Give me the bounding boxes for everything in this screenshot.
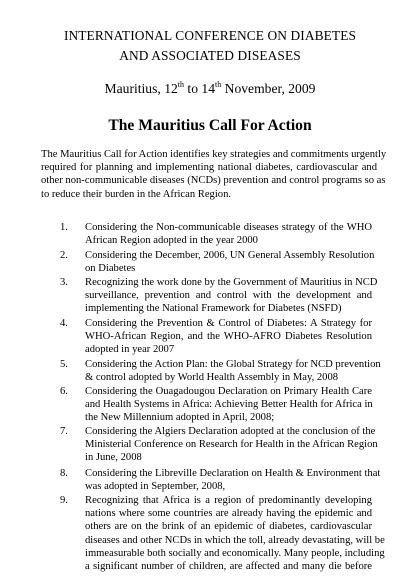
- list-item-line: a significant number of children, are affected and many die before: [85, 561, 372, 573]
- list-item-line: Considering the Ouagadougou Declaration on Primary Health Care: [85, 386, 372, 397]
- list-item-line: was adopted in September, 2008,: [85, 481, 226, 493]
- list-item-line: Considering the Action Plan: the Global Strategy for NCD prevention: [85, 359, 381, 370]
- list-item-line: on Diabetes: [85, 263, 136, 275]
- list-item-text: [85, 385, 372, 425]
- list-item-text: [85, 358, 381, 384]
- list-item-line: adopted in year 2007: [85, 344, 175, 356]
- intro-line: other non-communicable diseases (NCDs) prevention and control programs so as: [41, 175, 386, 187]
- list-item-text: [85, 467, 381, 493]
- list-item-number: 9.: [60, 495, 68, 506]
- document-title: The Mauritius Call For Action: [108, 117, 312, 134]
- date-end-suffix: th: [215, 80, 222, 89]
- list-item-line: Recognizing that Africa is a region of predominantly developing: [85, 495, 372, 506]
- list-item-text: [85, 317, 372, 357]
- list-item-line: nations where some countries are already having the epidemic and: [85, 508, 372, 520]
- list-item-text: [85, 425, 378, 465]
- conference-date: [40, 79, 380, 99]
- list-item-number: 3.: [60, 277, 68, 288]
- conference-title-line1: INTERNATIONAL CONFERENCE ON DIABETES: [63, 28, 357, 43]
- list-item-line: immeasurable both socially and economically. Many people, including: [85, 547, 385, 559]
- list-item-line: Ministerial Conference on Research for Health in the African Region: [85, 439, 378, 451]
- list-item-number: 2.: [60, 250, 68, 261]
- intro-line: required for planning and implementing national diabetes, cardiovascular and: [41, 162, 377, 174]
- date-end: to 14: [184, 81, 215, 96]
- list-item-line: in June, 2008: [85, 452, 142, 464]
- list-item-line: WHO-African Region, and the WHO-AFRO Diabetes Resolution: [85, 331, 372, 343]
- list-item-text: [85, 494, 385, 573]
- intro-paragraph: [41, 148, 387, 201]
- list-item-number: 1.: [60, 222, 68, 233]
- date-start: Mauritius, 12: [104, 81, 178, 96]
- list-item-line: others are on the brink of an epidemic of diabetes, cardiovascular: [85, 521, 372, 533]
- list-item-number: 4.: [60, 318, 68, 329]
- list-item-number: 5.: [60, 359, 68, 370]
- list-item-number: 6.: [60, 386, 68, 397]
- intro-line: to reduce their burden in the African Region.: [41, 188, 232, 200]
- intro-line: The Mauritius Call for Action identifies key strategies and commitments urgently: [41, 149, 387, 160]
- conference-title-line2: AND ASSOCIATED DISEASES: [119, 48, 301, 63]
- list-item-line: African Region adopted in the year 2000: [85, 235, 258, 247]
- date-month-year: November, 2009: [221, 81, 316, 96]
- list-item-line: Recognizing the work done by the Government of Mauritius in NCD: [85, 277, 378, 288]
- list-item-text: [85, 276, 378, 316]
- list-item-line: Considering the December, 2006, UN General Assembly Resolution: [85, 250, 375, 261]
- list-item-line: Considering the Libreville Declaration on Health & Environment that: [85, 468, 381, 479]
- date-start-suffix: th: [177, 80, 185, 89]
- list-item-line: diseases and other NCDs in which the toll, already devastating, will be: [85, 534, 385, 546]
- list-item-line: the New Millennium adopted in April, 2008;: [85, 412, 275, 424]
- list-item-line: & control adopted by World Health Assembly in May, 2008: [85, 372, 339, 384]
- list-item-line: and Health Systems in Africa: Achieving Better Health for Africa in: [85, 399, 373, 411]
- list-item-line: Considering the Non-communicable diseases strategy of the WHO: [85, 222, 372, 233]
- list-item-text: [85, 221, 372, 247]
- list-item-line: Considering the Prevention & Control of Diabetes: A Strategy for: [85, 318, 372, 329]
- list-item-number: 8.: [60, 468, 68, 479]
- list-item-line: surveillance, prevention and control with the development and: [85, 290, 372, 302]
- list-item-number: 7.: [60, 426, 68, 437]
- list-item-line: implementing the National Framework for Diabetes (NSFD): [85, 303, 342, 315]
- list-item-line: Considering the Algiers Declaration adopted at the conclusion of the: [85, 426, 376, 437]
- list-item-text: [85, 249, 375, 275]
